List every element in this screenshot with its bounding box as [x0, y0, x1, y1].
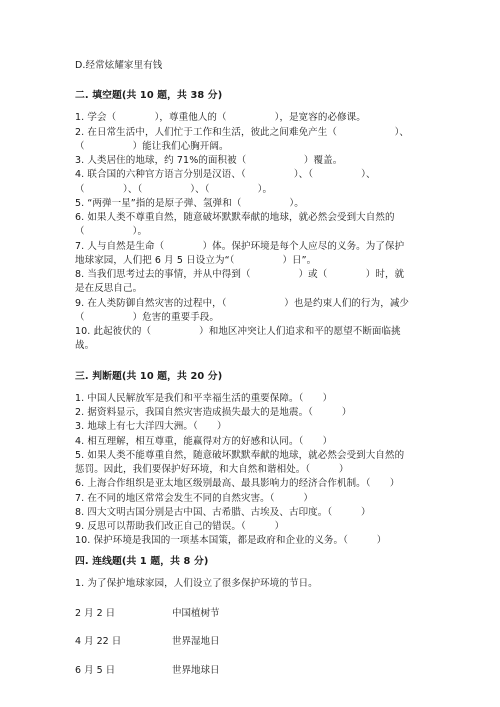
true-false-line: 6. 上海合作组织是亚太地区级别最高、最具影响力的经济合作机制。（ ）	[75, 478, 400, 489]
fill-blank-line: （ ）能让我们心胸开阔。	[75, 141, 229, 152]
fill-blank-line: 5. “两弹一星”指的是原子弹、氢弹和（ ）。	[75, 198, 304, 209]
fill-blank-line: 7. 人与自然是生命（ ）体。保护环境是每个人应尽的义务。为了保护	[75, 241, 405, 252]
fill-blank-line: 2. 在日常生活中，人们忙于工作和生活，彼此之间难免产生（ ）、	[75, 127, 410, 138]
true-false-line: 3. 地球上有七大洋四大洲。（ ）	[75, 421, 227, 432]
matching-festival[interactable]: 中国植树节	[172, 608, 220, 619]
fill-blank-line: 战。	[75, 340, 95, 351]
fill-blank-line: 6. 如果人类不尊重自然，随意破坏默默奉献的地球，就必然会受到大自然的	[75, 212, 395, 223]
fill-blank-line: 是在反思自己。	[75, 283, 143, 294]
fill-blank-line: （ ）、（ ）、（ ）。	[75, 184, 273, 195]
fill-blank-line: 8. 当我们思考过去的事情，并从中得到（ ）或（ ）时，就	[75, 269, 405, 280]
matching-question: 1. 为了保护地球家园，人们设立了很多保护环境的节日。	[75, 578, 318, 589]
previous-question-option-d: D.经常炫耀家里有钱	[75, 60, 163, 71]
matching-date[interactable]: 4 月 22 日	[75, 636, 122, 647]
fill-blank-line: 3. 人类居住的地球，约 71%的面积被（ ）覆盖。	[75, 155, 343, 166]
matching-festival[interactable]: 世界湿地日	[172, 636, 220, 647]
true-false-line: 4. 相互理解，相互尊重，能赢得对方的好感和认同。（ ）	[75, 436, 333, 447]
fill-blank-line: 地球家园，人们把 6 月 5 日设立为“（ ）日”。	[75, 255, 317, 266]
true-false-line: 1. 中国人民解放军是我们和平幸福生活的重要保障。（ ）	[75, 393, 333, 404]
true-false-line: 5. 如果人类不能尊重自然，随意破坏默默奉献的地球，就必然会受到大自然的	[75, 450, 405, 461]
true-false-line: 惩罚。因此，我们要保护好环境，和大自然和谐相处。（ ）	[75, 464, 349, 475]
fill-blank-line: 10. 此起彼伏的（ ）和地区冲突让人们追求和平的愿望不断面临挑	[75, 326, 401, 337]
true-false-heading: 三. 判断题(共 10 题，共 20 分)	[75, 371, 223, 382]
true-false-line: 8. 四大文明古国分别是古中国、古希腊、古埃及、古印度。（ ）	[75, 507, 371, 518]
fill-blank-line: （ ）危害的重要手段。	[75, 312, 220, 323]
fill-blank-line: 1. 学会（ ），尊重他人的（ ），是宽容的必修课。	[75, 112, 366, 123]
matching-heading: 四. 连线题(共 1 题，共 8 分)	[75, 556, 209, 567]
matching-date[interactable]: 2 月 2 日	[75, 608, 116, 619]
true-false-line: 2. 据资料显示，我国自然灾害造成损失最大的是地震。（ ）	[75, 407, 352, 418]
fill-blank-line: （ ）。	[75, 226, 148, 237]
fill-blank-line: 9. 在人类防御自然灾害的过程中，（ ）也是约束人们的行为，减少	[75, 298, 410, 309]
true-false-line: 7. 在不同的地区常常会发生不同的自然灾害。（ ）	[75, 493, 314, 504]
fill-blank-heading: 二. 填空题(共 10 题，共 38 分)	[75, 90, 223, 101]
fill-blank-line: 4. 联合国的六种官方语言分别是汉语、（ ）、（ ）、	[75, 169, 376, 180]
matching-festival[interactable]: 世界地球日	[172, 665, 220, 676]
true-false-line: 9. 反思可以帮助我们改正自己的错误。（ ）	[75, 521, 285, 532]
true-false-line: 10. 保护环境是我国的一项基本国策，都是政府和企业的义务。（ ）	[75, 535, 387, 546]
matching-date[interactable]: 6 月 5 日	[75, 665, 116, 676]
